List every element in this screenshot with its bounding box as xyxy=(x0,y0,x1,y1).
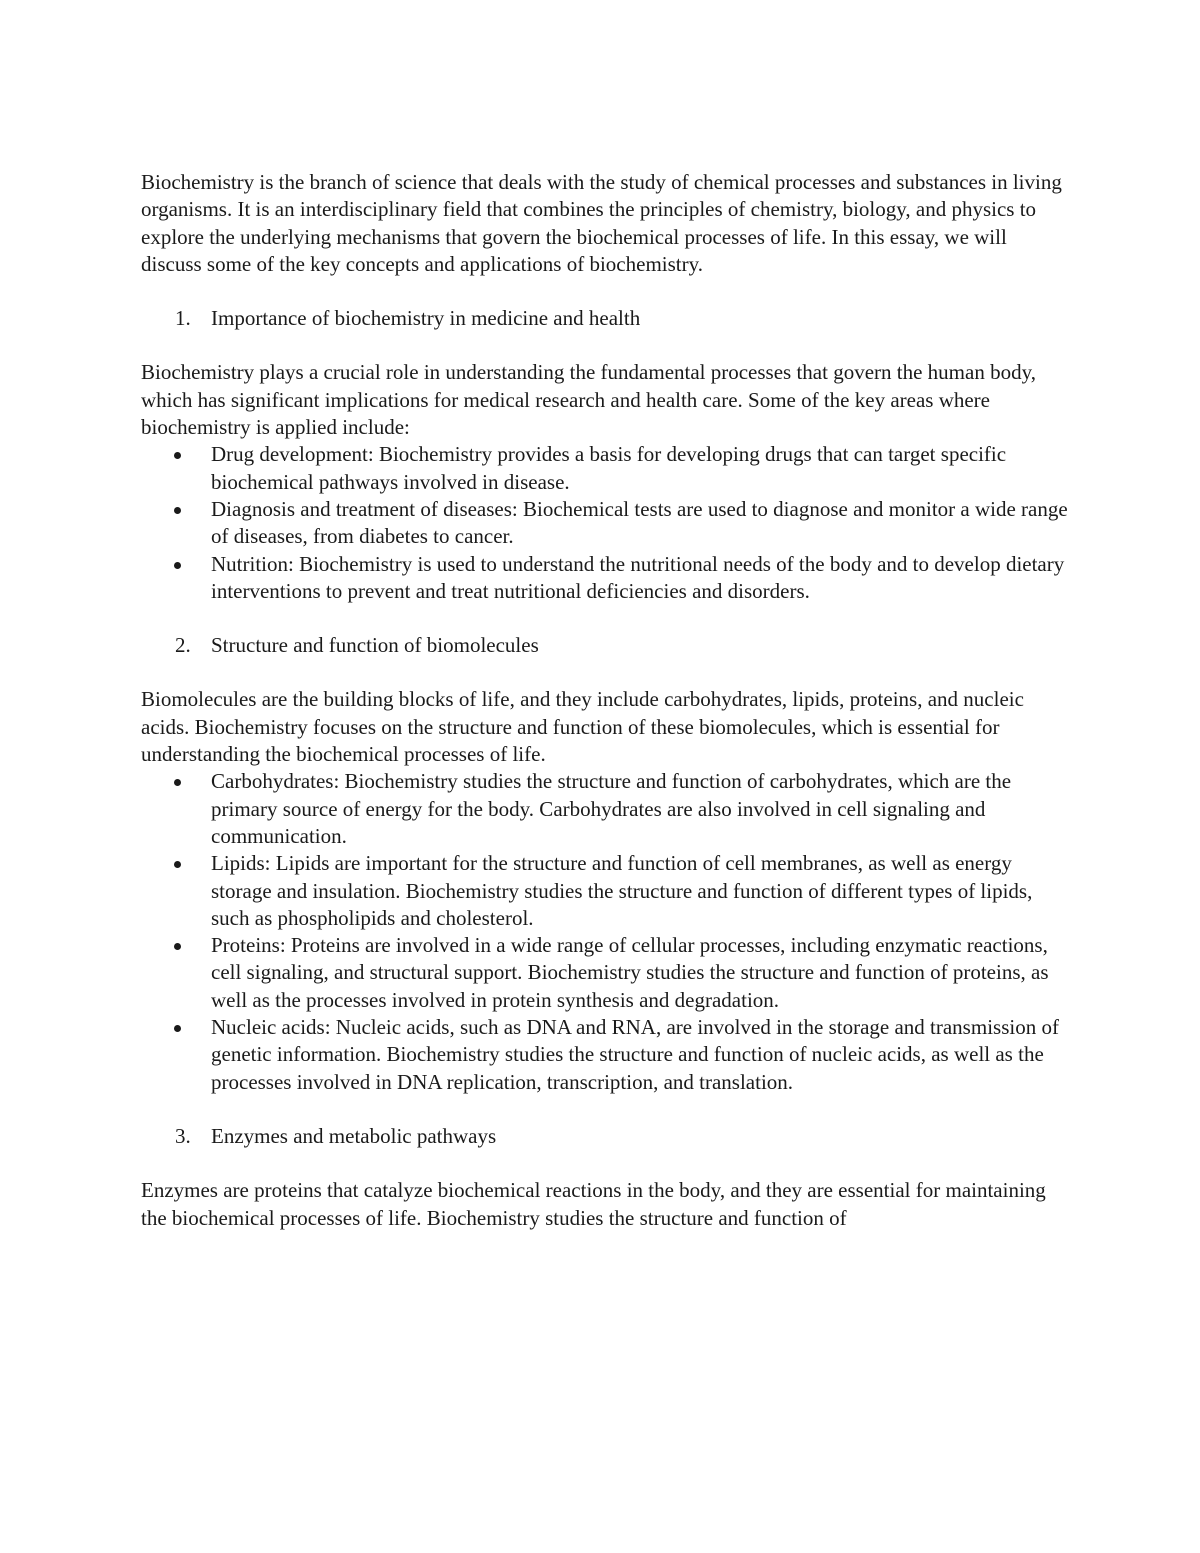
section-heading-text: Importance of biochemistry in medicine and health xyxy=(211,306,641,331)
section-number: 2. xyxy=(175,633,191,658)
bullet-list-2 xyxy=(141,768,1071,1096)
section-heading-text: Structure and function of biomolecules xyxy=(211,633,539,658)
list-item: Proteins: Proteins are involved in a wide range of cellular processes, including enzymatic reactions, cell signaling, and structural support. Biochemistry studies the structure and function of proteins, as well as the processes involved in protein synthesis and degradation. xyxy=(141,932,1071,1014)
section-paragraph-1: Biochemistry plays a crucial role in understanding the fundamental processes that govern the human body, which has significant implications for medical research and health care. Some of the key areas where biochemistry is applied include: xyxy=(141,360,1036,440)
bullet-icon xyxy=(174,1025,181,1032)
list-item: Lipids: Lipids are important for the structure and function of cell membranes, as well as energy storage and insulation. Biochemistry studies the structure and function of different types of lipids, such as phospholipids and cholesterol. xyxy=(141,850,1071,932)
list-item: Nutrition: Biochemistry is used to understand the nutritional needs of the body and to develop dietary interventions to prevent and treat nutritional deficiencies and disorders. xyxy=(141,551,1071,606)
bullet-icon xyxy=(174,562,181,569)
bullet-icon xyxy=(174,779,181,786)
section-paragraph-2: Biomolecules are the building blocks of life, and they include carbohydrates, lipids, proteins, and nucleic acids. Biochemistry focuses on the structure and function of these biomolecules, which is essential for understanding the biochemical processes of life. xyxy=(141,687,1024,767)
intro-paragraph: Biochemistry is the branch of science that deals with the study of chemical processes and substances in living organisms. It is an interdisciplinary field that combines the principles of chemistry, biology, and physics to explore the underlying mechanisms that govern the biochemical processes of life. In this essay, we will discuss some of the key concepts and applications of biochemistry. xyxy=(141,170,1062,276)
bullet-icon xyxy=(174,861,181,868)
list-item: Drug development: Biochemistry provides a basis for developing drugs that can target specific biochemical pathways involved in disease. xyxy=(141,441,1071,496)
bullet-icon xyxy=(174,452,181,459)
list-item: Carbohydrates: Biochemistry studies the structure and function of carbohydrates, which are the primary source of energy for the body. Carbohydrates are also involved in cell signaling and communication. xyxy=(141,768,1071,850)
section-heading-2 xyxy=(141,632,1071,659)
bullet-icon xyxy=(174,943,181,950)
section-heading-text: Enzymes and metabolic pathways xyxy=(211,1123,497,1148)
list-item: Diagnosis and treatment of diseases: Biochemical tests are used to diagnose and monitor a wide range of diseases, from diabetes to cancer. xyxy=(141,496,1071,551)
list-item: Nucleic acids: Nucleic acids, such as DNA and RNA, are involved in the storage and transmission of genetic information. Biochemistry studies the structure and function of nucleic acids, as well as the processes involved in DNA replication, transcription, and translation. xyxy=(141,1014,1071,1096)
section-heading-1 xyxy=(141,305,1071,332)
section-number: 3. xyxy=(175,1123,191,1148)
section-paragraph-3: Enzymes are proteins that catalyze biochemical reactions in the body, and they are essential for maintaining the biochemical processes of life. Biochemistry studies the structure and function of xyxy=(141,1178,1046,1230)
bullet-icon xyxy=(174,507,181,514)
section-heading-3 xyxy=(141,1123,1071,1150)
section-number: 1. xyxy=(175,306,191,331)
document-page xyxy=(141,169,1071,1232)
bullet-list-1 xyxy=(141,441,1071,605)
